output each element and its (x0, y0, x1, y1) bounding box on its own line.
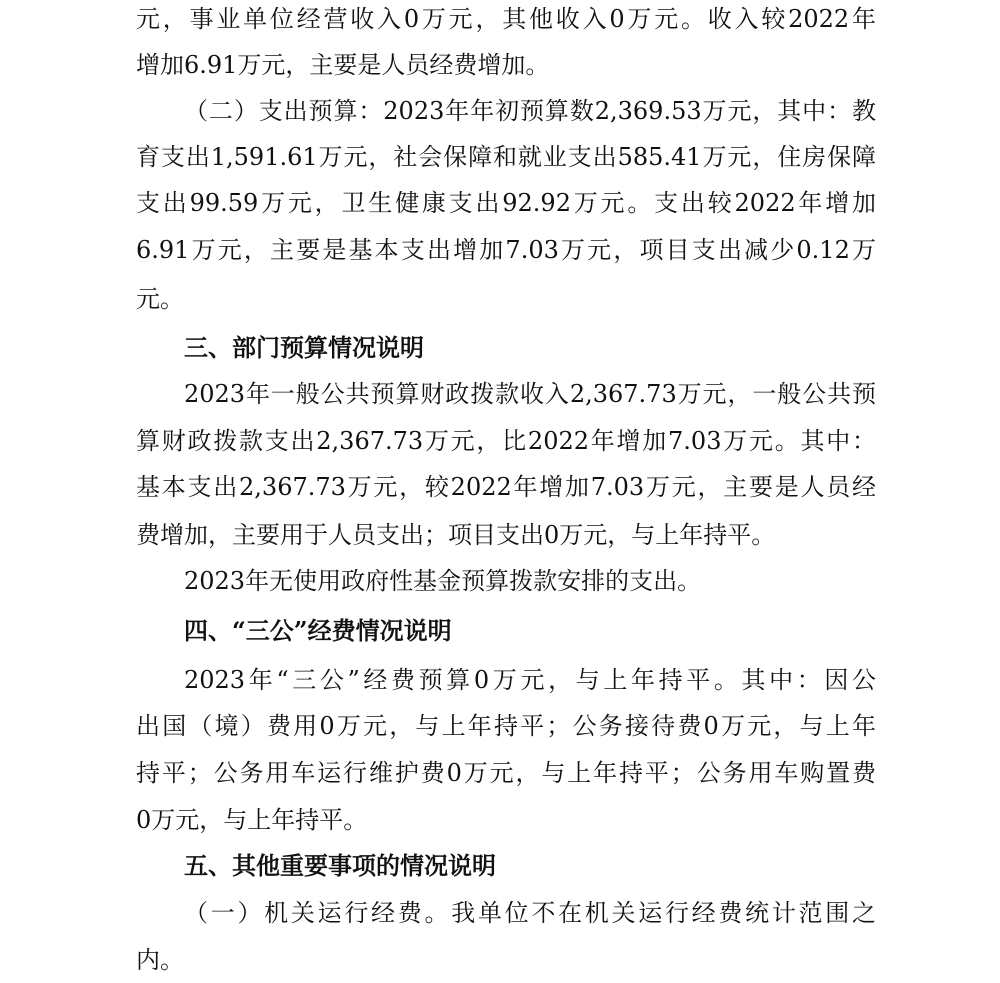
paragraph-line: 2023年无使用政府性基金预算拨款安排的支出。 (184, 567, 702, 595)
paragraph-line: 费增加，主要用于人员支出；项目支出0万元，与上年持平。 (136, 521, 776, 549)
section-heading: 五、其他重要事项的情况说明 (184, 851, 496, 880)
paragraph-line: 持平；公务用车运行维护费0万元，与上年持平；公务用车购置费 (136, 759, 876, 787)
paragraph-line: 内。 (136, 946, 184, 974)
paragraph-line: 6.91万元，主要是基本支出增加7.03万元，项目支出减少0.12万 (136, 236, 876, 264)
paragraph-line: 0万元，与上年持平。 (136, 806, 368, 834)
section-heading: 三、部门预算情况说明 (184, 333, 424, 362)
section-heading: 四、“三公”经费情况说明 (184, 616, 452, 645)
paragraph-line: 基本支出2,367.73万元，较2022年增加7.03万元，主要是人员经 (136, 473, 876, 501)
paragraph-line: 增加6.91万元，主要是人员经费增加。 (136, 51, 550, 79)
paragraph-line: 2023年一般公共预算财政拨款收入2,367.73万元，一般公共预 (184, 380, 876, 408)
paragraph-line: 元，事业单位经营收入0万元，其他收入0万元。收入较2022年 (136, 5, 876, 33)
paragraph-line: （一）机关运行经费。我单位不在机关运行经费统计范围之 (184, 899, 876, 927)
paragraph-line: （二）支出预算：2023年年初预算数2,369.53万元，其中：教 (184, 97, 876, 125)
paragraph-line: 出国（境）费用0万元，与上年持平；公务接待费0万元，与上年 (136, 712, 876, 740)
paragraph-line: 育支出1,591.61万元，社会保障和就业支出585.41万元，住房保障 (136, 143, 876, 171)
paragraph-line: 元。 (136, 285, 184, 313)
paragraph-line: 算财政拨款支出2,367.73万元，比2022年增加7.03万元。其中： (136, 427, 876, 455)
paragraph-line: 2023年“三公”经费预算0万元，与上年持平。其中：因公 (184, 666, 876, 694)
paragraph-line: 支出99.59万元，卫生健康支出92.92万元。支出较2022年增加 (136, 189, 876, 217)
